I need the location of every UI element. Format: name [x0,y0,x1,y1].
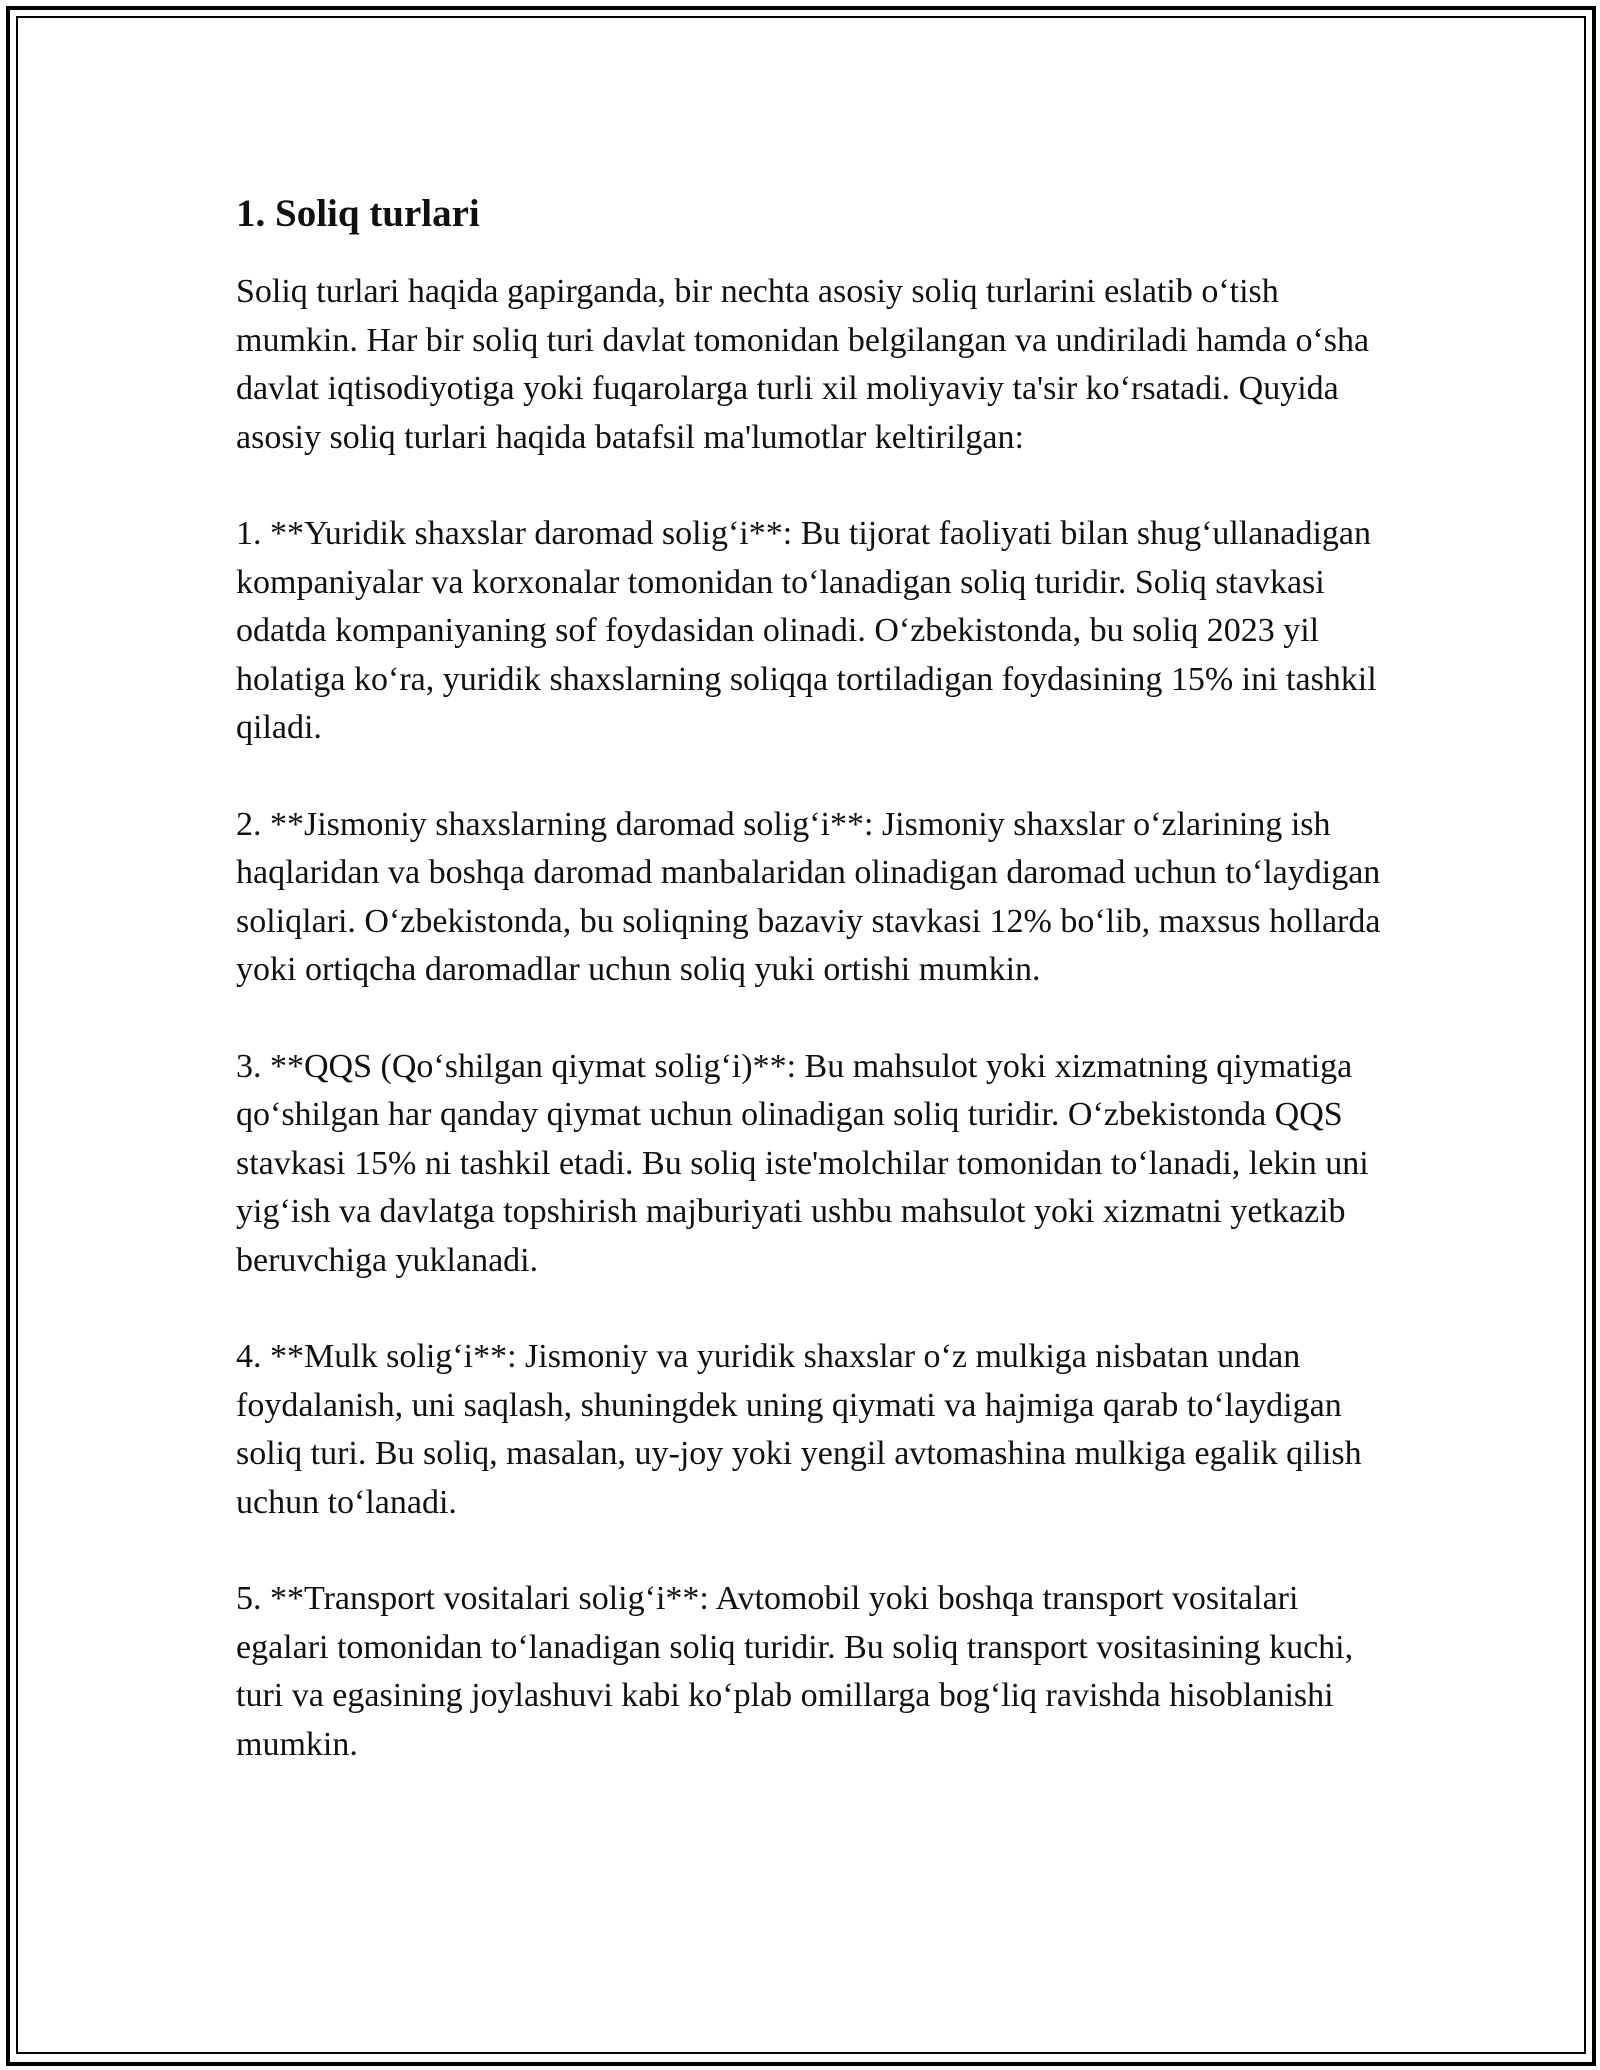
list-item-personal-income-tax: 2. **Jismoniy shaxslarning daromad solig‘i**: Jismoniy shaxslar o‘zlarining ish haqlaridan va boshqa daromad manbalaridan olinadigan daromad uchun to‘laydigan soliqlari. O‘zbekistonda, bu soliqning bazaviy stavkasi 12% bo‘lib, maxsus hollarda yoki ortiqcha daromadlar uchun soliq yuki ortishi mumkin. [236,805,1381,988]
section-heading: 1. Soliq turlari [236,192,480,235]
list-item-vat: 3. **QQS (Qo‘shilgan qiymat solig‘i)**: Bu mahsulot yoki xizmatning qiymatiga qo‘shilgan har qanday qiymat uchun olinadigan soliq turidir. O‘zbekistonda QQS stavkasi 15% ni tashkil etadi. Bu soliq iste'molchilar tomonidan to‘lanadi, lekin uni yig‘ish va davlatga topshirish majburiyati ushbu mahsulot yoki xizmatni yetkazib beruvchiga yuklanadi. [236,1047,1369,1279]
list-item-property-tax: 4. **Mulk solig‘i**: Jismoniy va yuridik shaxslar o‘z mulkiga nisbatan undan foydalanish, uni saqlash, shuningdek uning qiymati va hajmiga qarab to‘laydigan soliq turi. Bu soliq, masalan, uy-joy yoki yengil avtomashina mulkiga egalik qilish uchun to‘lanadi. [236,1338,1362,1521]
list-item-vehicle-tax: 5. **Transport vositalari solig‘i**: Avtomobil yoki boshqa transport vositalari egalari tomonidan to‘lanadigan soliq turidir. Bu soliq transport vositasining kuchi, turi va egasining joylashuvi kabi ko‘plab omillarga bog‘liq ravishda hisoblanishi mumkin. [236,1580,1354,1763]
document-body [236,182,1386,1817]
intro-paragraph: Soliq turlari haqida gapirganda, bir nechta asosiy soliq turlarini eslatib o‘tish mumkin. Har bir soliq turi davlat tomonidan belgilangan va undiriladi hamda o‘sha davlat iqtisodiyotiga yoki fuqarolarga turli xil moliyaviy ta'sir ko‘rsatadi. Quyida asosiy soliq turlari haqida batafsil ma'lumotlar keltirilgan: [236,273,1370,456]
list-item-corporate-income-tax: 1. **Yuridik shaxslar daromad solig‘i**: Bu tijorat faoliyati bilan shug‘ullanadigan kompaniyalar va korxonalar tomonidan to‘lanadigan soliq turidir. Soliq stavkasi odatda kompaniyaning sof foydasidan olinadi. O‘zbekistonda, bu soliq 2023 yil holatiga ko‘ra, yuridik shaxslarning soliqqa tortiladigan foydasining 15% ini tashkil qiladi. [236,515,1377,746]
